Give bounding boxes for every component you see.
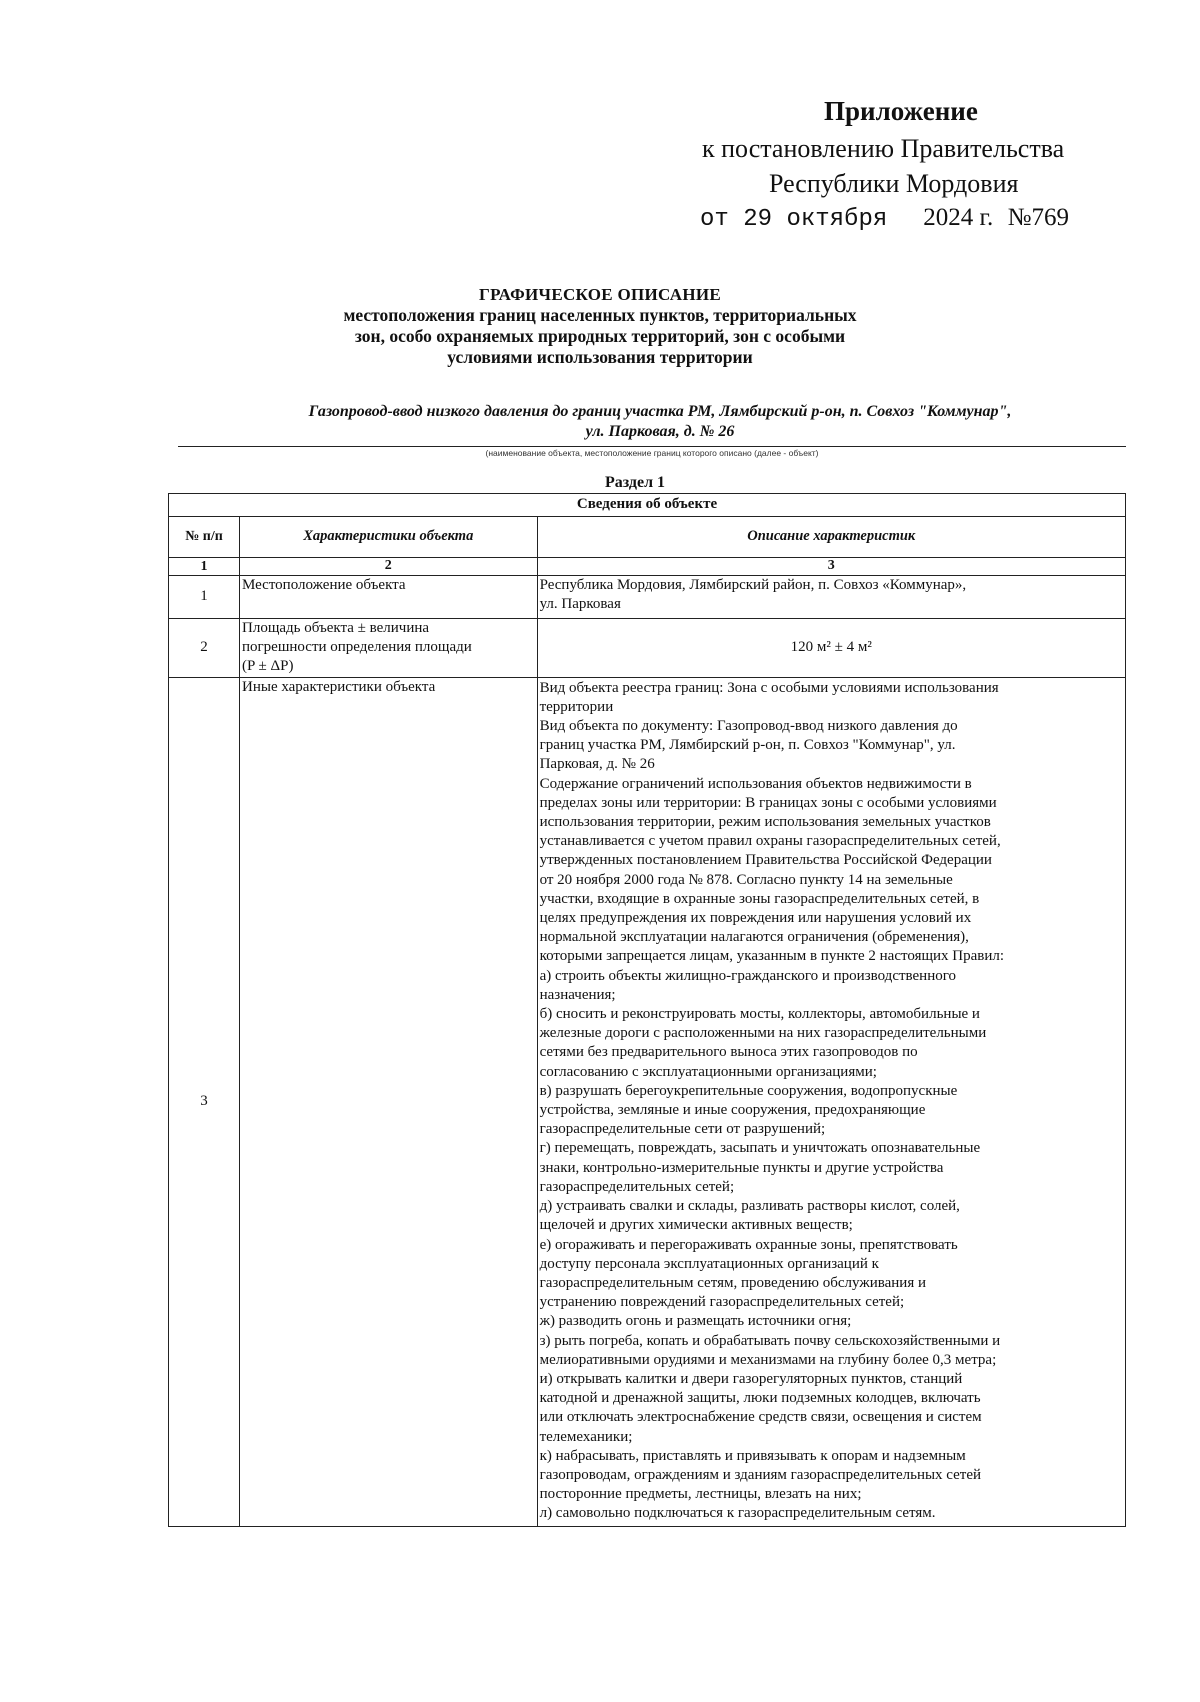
description-line: устанавливается с учетом правил охраны газораспределительных сетей,: [539, 833, 1001, 850]
object-name-line: ул. Парковая, д. № 26: [585, 423, 735, 440]
object-name-line: Газопровод-ввод низкого давления до границ участка РМ, Лямбирский р-он, п. Совхоз "Коммунар",: [308, 403, 1012, 420]
row-description: [537, 576, 1125, 619]
appendix-line-republic: Республики Мордовия: [769, 169, 1019, 198]
description-line: щелочей и других химически активных веществ;: [539, 1217, 853, 1234]
description-line: мелиоративными орудиями и механизмами на глубину более 0,3 метра;: [539, 1351, 997, 1368]
appendix-line-resolution: к постановлению Правительства: [702, 134, 1065, 163]
description-line: доступу персонала эксплуатационных организаций к: [539, 1255, 879, 1272]
row-number: 1: [169, 576, 240, 619]
row-characteristic: Местоположение объекта: [240, 576, 538, 619]
description-line: газораспределительные сети от разрушений;: [539, 1121, 826, 1138]
description-line: к) набрасывать, приставлять и привязывать к опорам и надземным: [539, 1447, 966, 1464]
row-number: 3: [169, 677, 240, 1526]
table-row: [169, 576, 1126, 619]
object-name: [180, 402, 1140, 442]
table-row: [169, 619, 1126, 678]
description-line: Вид объекта по документу: Газопровод-ввод низкого давления до: [539, 718, 958, 735]
description-line: устранению повреждений газораспределительных сетей;: [539, 1294, 905, 1311]
date-month: октября: [786, 206, 888, 233]
description-line: посторонние предметы, лестницы, влезать на них;: [539, 1486, 862, 1503]
title-line: зон, особо охраняемых природных территорий, зон с особыми: [354, 326, 846, 346]
column-number: 2: [240, 558, 538, 576]
description-line: назначения;: [539, 986, 616, 1003]
header-number: [169, 517, 240, 558]
description-line: которыми запрещается лицам, указанным в пункте 2 настоящих Правил:: [539, 948, 1005, 965]
appendix-date: [700, 204, 1069, 233]
description-line: и) открывать калитки и двери газорегуляторных пунктов, станций: [539, 1370, 963, 1387]
object-underline: [178, 446, 1126, 447]
description-line: целях предупреждения их повреждения или нарушения условий их: [539, 910, 972, 927]
description-line: или отключать электроснабжение средств связи, освещения и систем: [539, 1409, 982, 1426]
table-row: [169, 677, 1126, 1526]
description-line: участки, входящие в охранные зоны газораспределительных сетей, в: [539, 890, 980, 907]
description-line: ж) разводить огонь и размещать источники огня;: [539, 1313, 852, 1330]
description-line: от 20 ноября 2000 года № 878. Согласно пункту 14 на земельные: [539, 871, 953, 888]
row-description: 120 м² ± 4 м²: [537, 619, 1125, 678]
description-line: ул. Парковая: [539, 596, 621, 613]
row-characteristic: Иные характеристики объекта: [240, 677, 538, 1526]
column-number: 1: [169, 558, 240, 576]
header-description: Описание характеристик: [537, 517, 1125, 558]
appendix-title: Приложение: [824, 96, 978, 126]
description-line: Содержание ограничений использования объектов недвижимости в: [539, 775, 972, 792]
description-line: з) рыть погреба, копать и обрабатывать почву сельскохозяйственными и: [539, 1332, 1001, 1349]
description-line: Парковая, д. № 26: [539, 756, 655, 773]
description-line: пределах зоны или территории: В границах зоны с особыми условиями: [539, 794, 997, 811]
title-main: ГРАФИЧЕСКОЕ ОПИСАНИЕ: [478, 285, 722, 304]
object-info-table: [168, 493, 1126, 1527]
description-line: л) самовольно подключаться к газораспределительным сетям.: [539, 1505, 936, 1522]
description-line: Республика Мордовия, Лямбирский район, п. Совхоз «Коммунар»,: [539, 577, 967, 593]
description-line: газораспределительных сетей;: [539, 1178, 735, 1195]
row-characteristic: [240, 619, 538, 678]
description-line: катодной и дренажной защиты, люки подземных колодцев, включать: [539, 1390, 981, 1407]
date-year: 2024 г.: [923, 204, 994, 231]
date-prefix: от: [700, 206, 729, 233]
description-line: согласованию с эксплуатационными организациями;: [539, 1063, 877, 1080]
date-day: 29: [743, 206, 773, 233]
description-line: б) сносить и реконструировать мосты, коллекторы, автомобильные и: [539, 1006, 980, 1023]
row-description: [537, 677, 1125, 1526]
header-characteristics: Характеристики объекта: [240, 517, 538, 558]
description-line: д) устраивать свалки и склады, разливать растворы кислот, солей,: [539, 1198, 960, 1215]
section-label: Раздел 1: [604, 474, 666, 491]
description-line: территории: [539, 698, 614, 715]
object-caption: (наименование объекта, местоположение границ которого описано (далее - объект): [485, 448, 819, 458]
title-line: местоположения границ населенных пунктов, территориальных: [343, 305, 857, 325]
description-line: устройства, земляные и иные сооружения, предохраняющие: [539, 1102, 926, 1119]
description-line: газораспределительным сетям, проведению обслуживания и: [539, 1274, 926, 1291]
table-caption: Сведения об объекте: [169, 494, 1126, 517]
description-line: а) строить объекты жилищно-гражданского и производственного: [539, 967, 957, 984]
characteristic-line: погрешности определения площади: [242, 639, 472, 656]
row-number: 2: [169, 619, 240, 678]
description-line: в) разрушать берегоукрепительные сооружения, водопропускные: [539, 1082, 958, 1099]
characteristic-line: (P ± ΔP): [242, 658, 294, 675]
title-line: условиями использования территории: [447, 347, 753, 367]
document-number: №769: [1007, 204, 1069, 231]
description-line: нормальной эксплуатации налагаются ограничения (обременения),: [539, 929, 969, 946]
document-title: [0, 284, 1200, 368]
description-line: использования территории, режим использования земельных участков: [539, 814, 991, 831]
header-number-label: № п/п: [185, 529, 223, 545]
description-line: г) перемещать, повреждать, засыпать и уничтожать опознавательные: [539, 1140, 981, 1157]
description-line: газопроводам, ограждениям и зданиям газораспределительных сетей: [539, 1466, 982, 1483]
description-line: е) огораживать и перегораживать охранные зоны, препятствовать: [539, 1236, 958, 1253]
description-line: границ участка РМ, Лямбирский р-он, п. Совхоз "Коммунар", ул.: [539, 737, 956, 754]
description-line: железные дороги с расположенными на них газораспределительными: [539, 1025, 987, 1042]
description-line: утвержденных постановлением Правительства Российской Федерации: [539, 852, 992, 869]
description-line: сетями без предварительного выноса этих газопроводов по: [539, 1044, 918, 1061]
description-line: телемеханики;: [539, 1428, 633, 1445]
characteristic-line: Площадь объекта ± величина: [242, 620, 430, 636]
description-line: Вид объекта реестра границ: Зона с особыми условиями использования: [539, 679, 999, 696]
column-number: 3: [537, 558, 1125, 576]
description-line: знаки, контрольно-измерительные пункты и другие устройства: [539, 1159, 944, 1176]
